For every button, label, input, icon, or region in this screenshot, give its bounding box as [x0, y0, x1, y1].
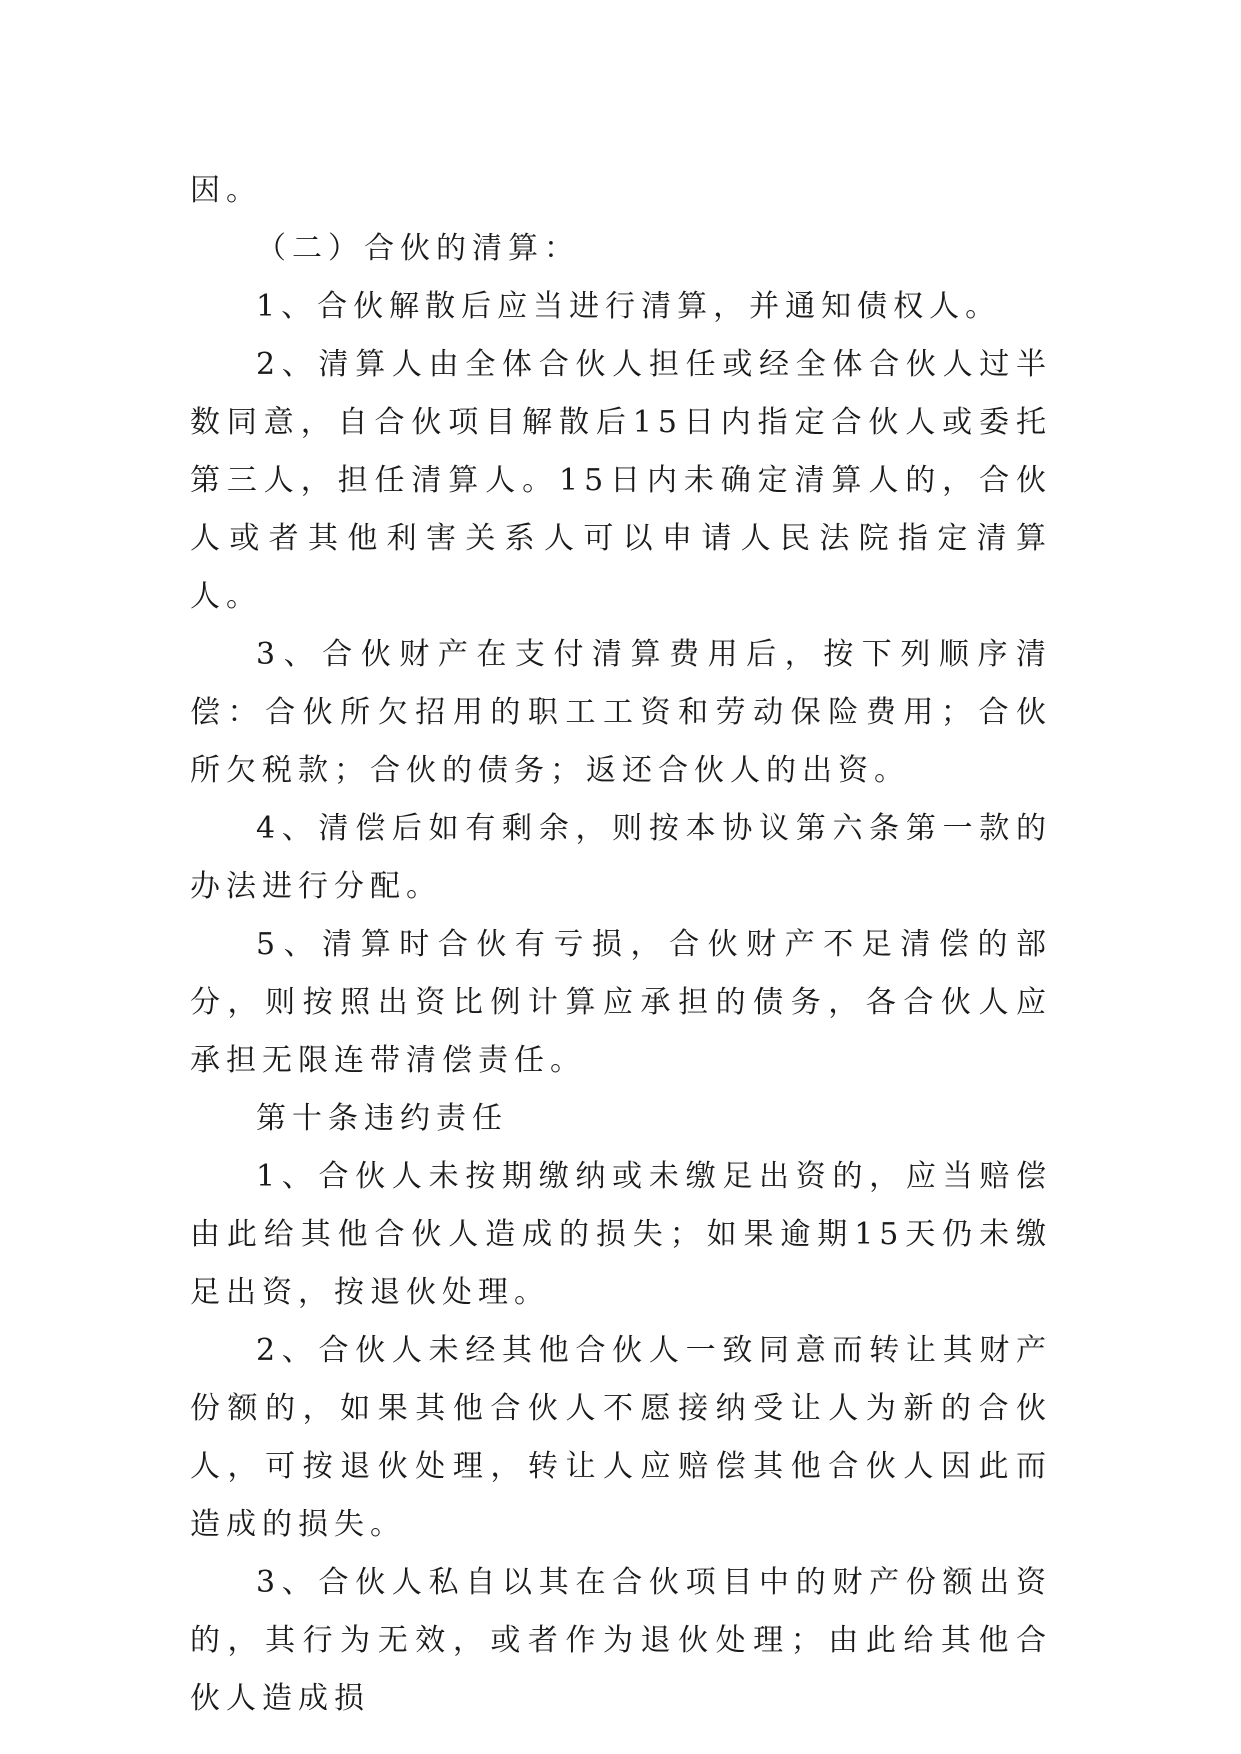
paragraph-continuation: 因。 [190, 173, 262, 208]
paragraph-liquidation-3: 3、合伙财产在支付清算费用后，按下列顺序清偿：合伙所欠招用的职工工资和劳动保险费用；合伙所欠税款；合伙的债务；返还合伙人的出资。 [190, 637, 1052, 788]
section-heading-liquidation: （二）合伙的清算： [256, 231, 580, 266]
paragraph-liquidation-4: 4、清偿后如有剩余，则按本协议第六条第一款的办法进行分配。 [190, 811, 1052, 904]
paragraph-breach-3: 3、合伙人私自以其在合伙项目中的财产份额出资的，其行为无效，或者作为退伙处理；由此给其他合伙人造成损 [190, 1565, 1052, 1716]
paragraph-liquidation-1: 1、合伙解散后应当进行清算，并通知债权人。 [256, 289, 1002, 324]
paragraph-breach-1: 1、合伙人未按期缴纳或未缴足出资的，应当赔偿由此给其他合伙人造成的损失；如果逾期15天仍未缴足出资，按退伙处理。 [190, 1159, 1052, 1310]
paragraph-liquidation-5: 5、清算时合伙有亏损，合伙财产不足清偿的部分，则按照出资比例计算应承担的债务，各合伙人应承担无限连带清偿责任。 [190, 927, 1052, 1078]
article-heading-breach: 第十条违约责任 [256, 1101, 508, 1136]
paragraph-breach-2: 2、合伙人未经其他合伙人一致同意而转让其财产份额的，如果其他合伙人不愿接纳受让人为新的合伙人，可按退伙处理，转让人应赔偿其他合伙人因此而造成的损失。 [190, 1333, 1052, 1542]
document-body [190, 162, 1052, 1728]
paragraph-liquidation-2: 2、清算人由全体合伙人担任或经全体合伙人过半数同意，自合伙项目解散后15日内指定合伙人或委托第三人，担任清算人。15日内未确定清算人的，合伙人或者其他利害关系人可以申请人民法院指定清算人。 [190, 347, 1052, 614]
